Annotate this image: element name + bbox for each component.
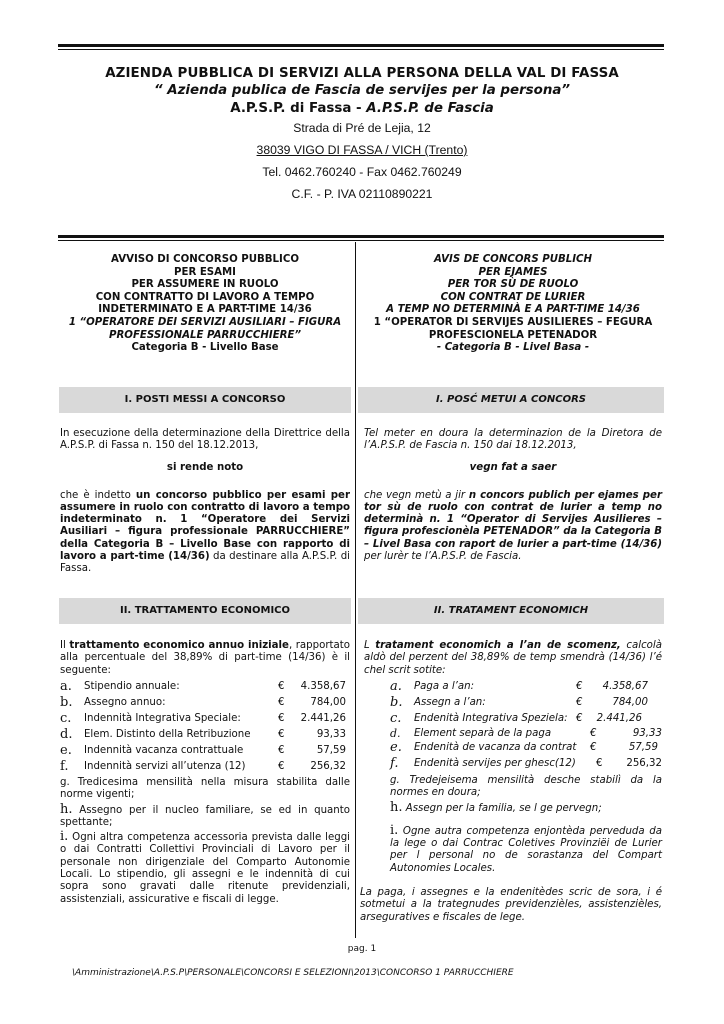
currency-symbol: € [590,728,597,739]
item-letter: i. [60,829,69,845]
right-title-line: 1 “OPERATOR DI SERVIJES AUSILIERES – FEGURA [373,316,653,328]
list-item [390,679,662,695]
item-value: 2.441,26 [596,713,642,724]
currency-symbol: € [576,681,583,692]
item-label: Indennità vacanza contrattuale [84,745,244,756]
text-run: da destinare alla A.P.S.P. di Fassa. [60,551,350,575]
right-title-line: A TEMP NO DETERMINÀ E A PART-TIME 14/36 [386,304,640,316]
item-label: Endenità Integrativa Speziela: [414,713,568,724]
item-letter: d. [390,727,401,740]
list-item [60,743,350,759]
right-announcement-text [364,490,662,564]
left-title-line: AVVISO DI CONCORSO PUBBLICO [111,254,299,265]
left-title-line: INDETERMINATO E A PART-TIME 14/36 [98,304,312,316]
item-value: 256,32 [626,758,662,769]
acronym-italian: A.P.S.P. di Fassa - [230,101,362,116]
city-text: 38039 VIGO DI FASSA / VICH (Trento) [256,143,468,157]
item-letter: f. [390,756,399,771]
item-label: Paga a l’an: [414,681,475,692]
right-section-2 [364,640,662,677]
right-section-1 [364,428,662,563]
right-salary-intro [364,640,662,677]
top-rule [58,44,664,47]
left-notice-phrase: si rende noto [166,461,244,473]
left-item-h [60,801,350,830]
letterhead [60,66,664,205]
left-title-line: Categoria B - Livello Base [131,342,279,354]
list-item [60,711,350,727]
item-value: 93,33 [632,728,662,739]
section-heading-posts: I. POSTI MESSI A CONCORSO [59,387,351,413]
item-value: 93,33 [316,729,346,740]
section-heading-salary: II. TRATTAMENTO ECONOMICO [59,598,351,624]
item-letter: e. [390,740,402,755]
item-letter: d. [60,727,73,742]
bold-run: n concors publich per ejames per tor sù de ruolo con contrat de lurier a temp no determinà n. 1 “Operator di Servijes Ausilieres – figura profescionèla PETENADOR” da la Categoria B – Livel Basa con raport de lurier a part-time (14/36) [364,489,662,550]
top-rule-thin [58,49,664,50]
section-rule-thin [58,240,664,241]
right-salary-list [390,679,662,772]
item-value: 4.358,67 [602,681,648,692]
column-divider [355,242,356,938]
city-address [60,139,664,161]
item-letter: c. [390,711,402,726]
item-value: 2.441,26 [300,713,346,724]
currency-symbol: € [590,742,597,753]
right-title-line: PROFESCIONELA PETENADOR [428,329,598,341]
item-text: Assegno per il nucleo familiare, se ed in quanto spettante; [60,804,350,828]
text-run: per lurèr te l’A.P.S.P. de Fascia. [364,551,522,563]
street-address: Strada di Pré de Lejia, 12 [293,121,431,135]
item-label: Elem. Distinto della Retribuzione [84,729,251,740]
currency-symbol: € [278,681,285,692]
right-title-line: AVIS DE CONCORS PUBLICH [433,254,593,265]
item-label: Endenità de vacanza da contrat [414,742,577,753]
left-salary-list [60,679,350,775]
right-determination-text: Tel meter en doura la determinazion de la Diretora de l’A.P.S.P. de Fascia n. 150 dai 18.12.2013, [364,428,662,452]
item-letter: h. [390,799,403,815]
section-heading-posts-ladin: I. POSĆ METUI A CONCORS [358,387,664,413]
item-letter: e. [60,743,72,758]
currency-symbol: € [576,697,583,708]
left-salary-intro [60,640,350,677]
left-announcement-text [60,490,350,576]
section-rule [58,235,664,238]
item-text: Ogne autra competenza enjontèda perveduda da la lege o dai Contrac Coletives Provinziëi de Lurier per l personal no de sorastanza del Compart Autonomies Locales. [390,825,662,874]
phone-fax: Tel. 0462.760240 - Fax 0462.760249 [262,165,462,179]
left-title-line: 1 “OPERATORE DEI SERVIZI AUSILIARI – FIGURA [68,316,342,328]
left-item-i [60,831,350,906]
item-letter: a. [60,679,72,694]
text-run: L [364,640,376,651]
item-value: 57,59 [316,745,346,756]
left-title-line: PER ESAMI [174,266,236,278]
left-title-line: PROFESSIONALE PARRUCCHIERE” [108,329,302,341]
list-item [60,695,350,711]
right-item-i [390,822,662,875]
right-title-line: - Categoria B - Livel Basa - [436,342,590,354]
item-label: Assegn a l’an: [414,697,486,708]
item-letter: f. [60,759,69,774]
text-run: che vegn metù a jir [364,489,469,501]
right-closing-text: La paga, i assegnes e la endenitèdes scric de sora, i é sotmetui a la trategnudes previdenzièles, assistenzièles, arseguratives e fiscales de lege. [360,887,662,923]
list-item [60,759,350,775]
left-title-line: CON CONTRATTO DI LAVORO A TEMPO [95,291,315,303]
section-heading-salary-ladin: II. TRATAMENT ECONOMICH [358,598,664,624]
organization-name-ladin: “ Azienda publica de Fascia de servijes per la persona” [153,83,571,98]
list-item [390,740,662,756]
item-letter: b. [60,695,73,710]
item-letter: b. [390,695,403,710]
acronym-ladin: A.P.S.P. de Fascia [366,101,494,116]
currency-symbol: € [576,713,583,724]
right-title-line: CON CONTRAT DE LURIER [440,291,586,303]
item-value: 256,32 [310,761,346,772]
item-label: Indennità servizi all’utenza (12) [84,761,246,772]
item-label: Indennità Integrativa Speciale: [84,713,241,724]
right-item-g: g. Tredejeisema mensilità desche stabilì da la normes en doura; [390,775,662,799]
text-run: calcolà aldò del perzent del 38,89% de temp smendrà (14/36) l’é chel scrit sotite: [364,640,662,676]
item-letter: a. [390,679,402,694]
item-value: 784,00 [310,697,346,708]
list-item [60,679,350,695]
list-item [390,695,662,711]
bold-run: un concorso pubblico per esami per assumere in ruolo con contratto di lavoro a tempo indeterminato n. 1 “Operatore dei Servizi Ausiliari – figura professionale PARRUCCHIERE” della Categoria B – Livello Base con rapporto di lavoro a part-time (14/36) [60,489,350,563]
right-title-line: PER TOR SÙ DE RUOLO [447,279,579,291]
left-title-line: PER ASSUMERE IN RUOLO [131,279,279,291]
list-item [390,711,662,727]
currency-symbol: € [278,697,285,708]
list-item [390,756,662,772]
right-title-line: PER EJAMES [478,266,548,278]
left-item-g: g. Tredicesima mensilità nella misura stabilita dalle norme vigenti; [60,777,350,801]
text-run: , rapportato alla percentuale del 38,89% di part-time (14/36) è il seguente: [60,640,350,676]
item-text: Ogni altra competenza accessoria prevista dalle leggi o dai Contratti Collettivi Provinciali di Lavoro per il personale non dirigenziale del Comparto Autonomie Locali. Lo stipendio, gli assegni e le indennità di cui sopra sono gravati dalle ritenute previdenziali, assistenziali, assicurative e fiscali di legge. [60,832,350,905]
left-determination-text: In esecuzione della determinazione della Direttrice della A.P.S.P. di Fassa n. 150 del 18.12.2013, [60,428,350,452]
currency-symbol: € [596,758,603,769]
left-title [60,254,350,355]
currency-symbol: € [278,761,285,772]
right-closing [360,887,662,924]
right-notice-phrase: vegn fat a saer [469,461,557,473]
right-item-h [390,799,662,815]
organization-acronym [60,100,664,117]
page-number: pag. 1 [347,944,377,954]
item-text: Assegn per la familia, se l ge pervegn; [402,802,602,814]
item-value: 4.358,67 [300,681,346,692]
left-section-1 [60,428,350,576]
organization-name: AZIENDA PUBBLICA DI SERVIZI ALLA PERSONA DELLA VAL DI FASSA [105,66,619,81]
currency-symbol: € [278,729,285,740]
right-section-2-rest [390,775,662,875]
item-label: Endenità servijes per ghesc(12) [414,758,576,769]
left-section-2 [60,640,350,677]
text-run: Il [60,640,70,651]
currency-symbol: € [278,713,285,724]
right-title [362,254,664,355]
left-section-2-rest [60,777,350,906]
item-label: Element separà de la paga [414,728,552,739]
list-item [390,727,662,740]
item-value: 57,59 [628,742,658,753]
bold-run: trattamento economico annuo iniziale [69,640,289,651]
currency-symbol: € [278,745,285,756]
list-item [60,727,350,743]
item-label: Assegno annuo: [84,697,166,708]
item-letter: h. [60,801,73,817]
item-letter: c. [60,711,72,726]
tax-code: C.F. - P. IVA 02110890221 [291,187,433,201]
item-label: Stipendio annuale: [84,681,180,692]
text-run: che è indetto [60,489,136,501]
bold-run: tratament economich a l’an de scomenz, [375,640,621,651]
item-value: 784,00 [612,697,648,708]
item-letter: i. [390,822,399,838]
file-path: \Amministrazione\A.P.S.P\PERSONALE\CONCORSI E SELEZIONI\2013\CONCORSO 1 PARRUCCHIERE [72,968,514,978]
